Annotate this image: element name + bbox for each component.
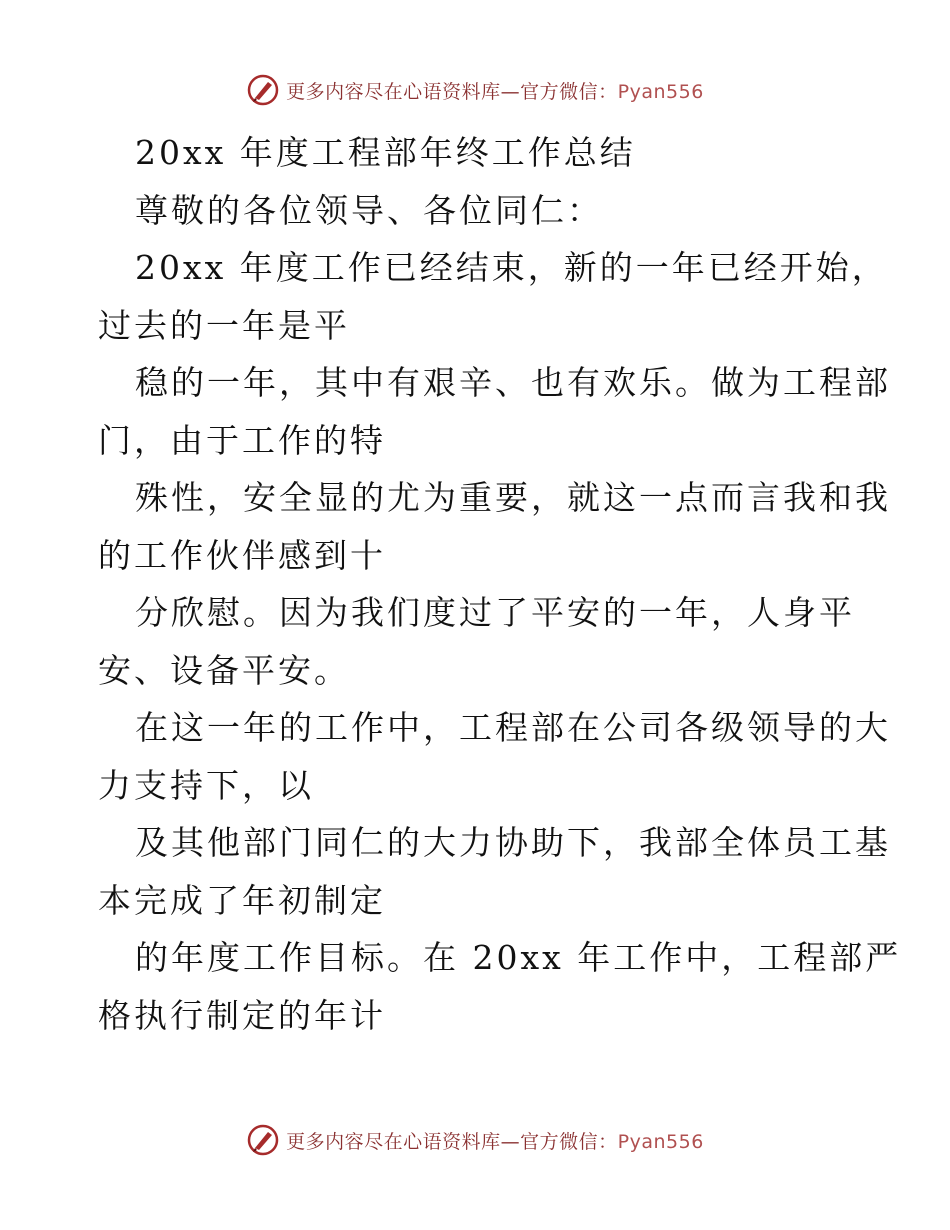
document-title: 20xx 年度工程部年终工作总结 (135, 133, 636, 172)
salutation: 尊敬的各位领导、各位同仁： (135, 190, 603, 230)
paragraph-line: 门，由于工作的特 (98, 420, 386, 460)
banner-text: 更多内容尽在心语资料库—官方微信：Pyan556 (286, 1130, 704, 1153)
paragraph-line: 的工作伙伴感到十 (98, 535, 386, 575)
paragraph-line: 本完成了年初制定 (98, 880, 386, 920)
pen-logo-icon (246, 1123, 280, 1157)
paragraph-line: 稳的一年，其中有艰辛、也有欢乐。做为工程部 (135, 363, 891, 402)
paragraph-line: 过去的一年是平 (98, 305, 350, 345)
paragraph-line: 力支持下，以 (98, 765, 314, 805)
paragraph-line: 格执行制定的年计 (98, 995, 386, 1035)
header-banner (0, 70, 950, 110)
wechat-id: Pyan556 (617, 1130, 704, 1153)
banner-text: 更多内容尽在心语资料库—官方微信：Pyan556 (286, 80, 704, 103)
paragraph-line: 20xx 年度工作已经结束，新的一年已经开始， (135, 248, 888, 287)
wechat-id: Pyan556 (617, 80, 704, 103)
document-body (98, 124, 902, 1044)
paragraph-line: 的年度工作目标。在 20xx 年工作中，工程部严 (135, 938, 902, 977)
footer-banner (0, 1120, 950, 1160)
paragraph-line: 及其他部门同仁的大力协助下，我部全体员工基 (135, 823, 891, 862)
pen-logo-icon (246, 73, 280, 107)
paragraph-line: 在这一年的工作中，工程部在公司各级领导的大 (135, 708, 891, 747)
paragraph-line: 安、设备平安。 (98, 650, 350, 690)
paragraph-line: 殊性，安全显的尤为重要，就这一点而言我和我 (135, 478, 891, 517)
paragraph-line: 分欣慰。因为我们度过了平安的一年，人身平 (135, 593, 855, 632)
